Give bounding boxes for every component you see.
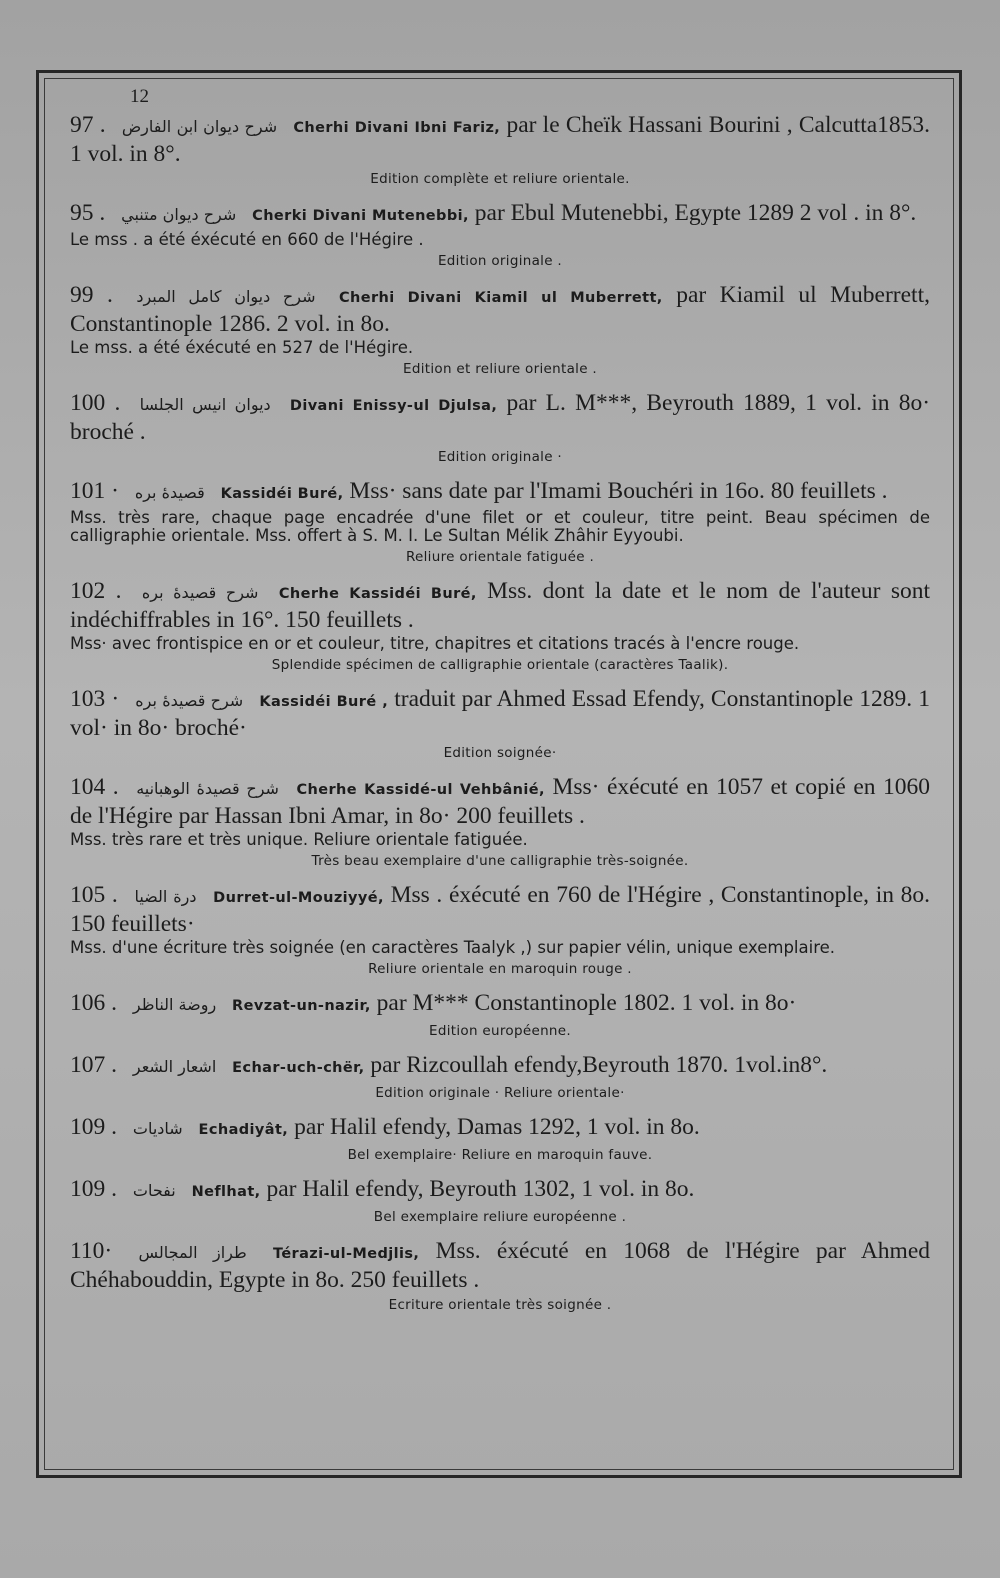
entry-main-line — [70, 774, 930, 829]
entry-arabic-title: شرح قصيدهٔ بره — [135, 691, 244, 710]
entry-arabic-title: ديوان انيس الجلسا — [139, 395, 271, 414]
catalog-entry — [70, 686, 930, 761]
entry-transliterated-title: Kassidéi Buré , — [259, 694, 389, 710]
entry-note: Mss. très rare, chaque page encadrée d'une filet or et couleur, titre peint. Beau spécimen de calligraphie orientale. Mss. offert à S. M. I. Le Sultan Mélik Zhâhir Eyyoubi. — [70, 508, 930, 545]
catalog-entry — [70, 774, 930, 869]
entry-edition-note: Bel exemplaire reliure européenne . — [373, 1209, 627, 1225]
entry-arabic-title: شرح ديوان ابن الفارض — [121, 117, 278, 136]
catalog-entry — [70, 578, 930, 673]
entry-main-line — [70, 200, 930, 229]
entry-transliterated-title: Echar-uch-chër, — [232, 1060, 365, 1076]
entry-main-line — [70, 282, 930, 337]
catalog-entry — [70, 282, 930, 377]
entry-edition-note: Edition et reliure orientale . — [403, 361, 597, 377]
catalog-entry — [70, 1176, 930, 1225]
entry-note: Mss. très rare et très unique. Reliure orientale fatiguée. — [70, 830, 528, 849]
entry-description: Mss· sans date par l'Imami Bouchéri in 16o. 80 feuillets . — [349, 478, 888, 504]
entry-description: par Halil efendy, Beyrouth 1302, 1 vol. in 8o. — [266, 1176, 695, 1202]
entry-arabic-title: روضة الناظر — [132, 995, 217, 1014]
entry-number: 101 · — [70, 478, 119, 504]
entry-description: Mss. éxécuté en 1068 de l'Hégire par Ahmed Chéhabouddin, Egypte in 8o. 250 feuillets . — [70, 1238, 931, 1293]
page-number: 12 — [130, 86, 149, 107]
entry-transliterated-title: Cherhe Kassidé-ul Vehbânié, — [296, 782, 545, 798]
entry-edition-note: Edition originale · — [437, 449, 563, 465]
entry-transliterated-title: Térazi-ul-Medjlis, — [272, 1246, 420, 1262]
entry-transliterated-title: Cherhi Divani Kiamil ul Muberrett, — [338, 290, 663, 306]
entry-arabic-title: نفحات — [132, 1181, 176, 1200]
entry-number: 104 . — [70, 774, 119, 800]
catalog-entry — [70, 990, 930, 1039]
entry-number: 109 . — [70, 1176, 117, 1202]
entry-number: 105 . — [70, 882, 118, 908]
entry-description: Mss· éxécuté en 1057 et copié en 1060 de l'Hégire par Hassan Ibni Amar, in 8o· 200 feuillets . — [70, 774, 931, 829]
entry-main-line — [70, 390, 930, 445]
entry-note: Le mss . a été éxécuté en 660 de l'Hégire . — [70, 230, 424, 249]
entry-description: Mss. dont la date et le nom de l'auteur sont indéchiffrables in 16°. 150 feuillets . — [70, 578, 931, 633]
entry-transliterated-title: Cherki Divani Mutenebbi, — [252, 208, 469, 224]
entry-description: par Halil efendy, Damas 1292, 1 vol. in 8o. — [294, 1114, 700, 1140]
entry-transliterated-title: Echadiyât, — [198, 1122, 289, 1138]
entry-edition-note: Très beau exemplaire d'une calligraphie très-soignée. — [311, 853, 689, 869]
catalog-entry — [70, 1238, 930, 1313]
entry-main-line — [70, 1052, 930, 1081]
entry-edition-note: Reliure orientale en maroquin rouge . — [368, 961, 632, 977]
entry-edition-note: Edition soignée· — [443, 745, 557, 761]
catalog-entry — [70, 882, 930, 977]
entry-description: Mss . éxécuté en 760 de l'Hégire , Constantinople, in 8o. 150 feuillets· — [70, 882, 931, 937]
entry-arabic-title: اشعار الشعر — [132, 1057, 217, 1076]
catalog-entry — [70, 1052, 930, 1101]
entry-transliterated-title: Cherhi Divani Ibni Fariz, — [293, 120, 501, 136]
entry-main-line — [70, 882, 930, 937]
entry-main-line — [70, 578, 930, 633]
entry-arabic-title: درة الضيا — [134, 887, 197, 906]
entry-edition-note: Edition européenne. — [429, 1023, 571, 1039]
entry-arabic-title: شرح ديوان كامل المبرد — [136, 287, 316, 306]
entry-main-line — [70, 1238, 930, 1293]
entry-note: Le mss. a été éxécuté en 527 de l'Hégire. — [70, 338, 414, 357]
entry-arabic-title: طراز المجالس — [138, 1243, 247, 1262]
entry-edition-note: Ecriture orientale très soignée . — [388, 1297, 612, 1313]
entry-transliterated-title: Revzat-un-nazir, — [232, 998, 371, 1014]
entry-number: 102 . — [70, 578, 122, 604]
entry-main-line — [70, 478, 930, 507]
catalog-entry — [70, 112, 930, 187]
catalog-entry — [70, 390, 930, 465]
entry-number: 109 . — [70, 1114, 117, 1140]
entry-description: par Kiamil ul Muberrett, Constantinople 1286. 2 vol. in 8o. — [70, 282, 930, 337]
entry-number: 99 . — [70, 282, 113, 308]
entry-number: 95 . — [70, 200, 106, 226]
entry-arabic-title: قصيدهٔ بره — [134, 483, 205, 502]
entry-description: par L. M***, Beyrouth 1889, 1 vol. in 8o· broché . — [70, 390, 931, 445]
entry-note: Mss. d'une écriture très soignée (en caractères Taalyk ,) sur papier vélin, unique exemplaire. — [70, 938, 836, 957]
entry-number: 110· — [70, 1238, 113, 1264]
entry-main-line — [70, 990, 930, 1019]
entry-edition-note: Splendide spécimen de calligraphie orientale (caractères Taalik). — [271, 657, 729, 673]
entry-transliterated-title: Neflhat, — [191, 1184, 261, 1200]
entry-transliterated-title: Durret-ul-Mouziyyé, — [213, 890, 384, 906]
entry-edition-note: Edition originale . — [437, 253, 563, 269]
entry-description: par Rizcoullah efendy,Beyrouth 1870. 1vol.in8°. — [370, 1052, 828, 1078]
entry-arabic-title: شاديات — [132, 1119, 183, 1138]
entry-arabic-title: شرح قصيدهٔ بره — [141, 583, 259, 602]
entry-description: traduit par Ahmed Essad Efendy, Constantinople 1289. 1 vol· in 8o· broché· — [70, 686, 931, 741]
entry-edition-note: Bel exemplaire· Reliure en maroquin fauve. — [347, 1147, 653, 1163]
catalog-entry — [70, 478, 930, 565]
entry-number: 97 . — [70, 112, 106, 138]
entry-number: 106 . — [70, 990, 117, 1016]
catalog-entry — [70, 1114, 930, 1163]
entry-note: Mss· avec frontispice en or et couleur, titre, chapitres et citations tracés à l'encre rouge. — [70, 634, 800, 653]
entry-transliterated-title: Kassidéi Buré, — [220, 486, 344, 502]
entry-main-line — [70, 686, 930, 741]
page-content — [70, 86, 930, 1326]
entry-number: 107 . — [70, 1052, 117, 1078]
entry-transliterated-title: Cherhe Kassidéi Buré, — [278, 586, 477, 602]
entry-main-line — [70, 1176, 930, 1205]
entry-description: par Ebul Mutenebbi, Egypte 1289 2 vol . in 8°. — [474, 200, 917, 226]
entry-number: 103 · — [70, 686, 120, 712]
entry-arabic-title: شرح ديوان متنبي — [121, 205, 237, 224]
entry-description: par M*** Constantinople 1802. 1 vol. in 8o· — [376, 990, 797, 1016]
entry-edition-note: Reliure orientale fatiguée . — [405, 549, 595, 565]
entry-description: par le Cheïk Hassani Bourini , Calcutta1853. 1 vol. in 8°. — [70, 112, 931, 167]
catalog-entry — [70, 200, 930, 269]
entry-edition-note: Edition originale · Reliure orientale· — [375, 1085, 625, 1101]
entry-number: 100 . — [70, 390, 121, 416]
entry-main-line — [70, 1114, 930, 1143]
entry-edition-note: Edition complète et reliure orientale. — [370, 171, 630, 187]
entry-transliterated-title: Divani Enissy-ul Djulsa, — [289, 398, 498, 414]
entry-arabic-title: شرح قصيدهٔ الوهبانيه — [136, 779, 279, 798]
entry-main-line — [70, 112, 930, 167]
